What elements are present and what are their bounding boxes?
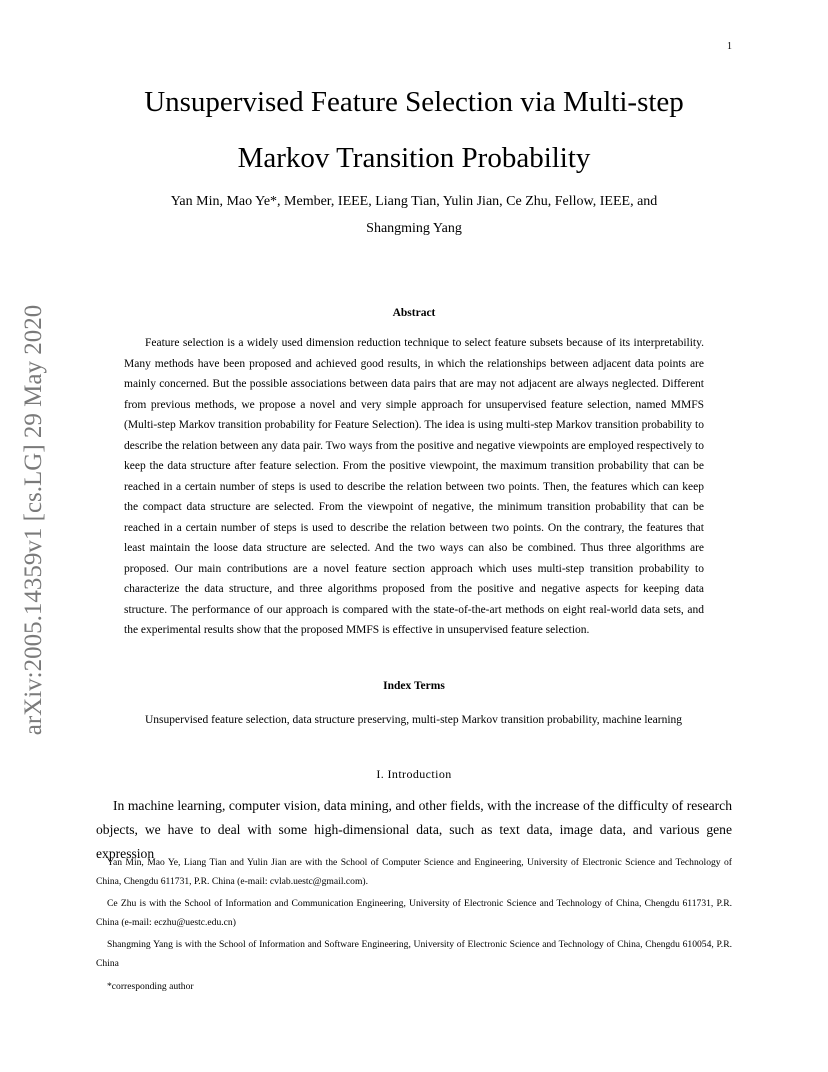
index-terms-text: Unsupervised feature selection, data structure preserving, multi-step Markov transition probability, machine learning: [145, 714, 683, 726]
section-heading-introduction: I. Introduction: [376, 767, 452, 781]
abstract-text: Feature selection is a widely used dimension reduction technique to select feature subsets because of its interpretability. Many methods have been proposed and achieved good results, in which the relationships between adjacent data points are mainly concerned. But the possible associations between data pairs that are may not adjacent are always neglected. Different from previous methods, we propose a novel and very simple approach for unsupervised feature selection, named MMFS (Multi-step Markov transition probability for Feature Selection). The idea is using multi-step Markov transition probability to describe the relation between any data pair. Two ways from the positive and negative viewpoints are employed respectively to keep the data structure after feature selection. From the positive viewpoint, the maximum transition probability that can be reached in a certain number of steps is used to describe the relation between two points. Then, the features which can keep the compact data structure are selected. From the viewpoint of negative, the minimum transition probability that can be reached in a certain number of steps is used to describe the relation between two points. On the contrary, the features that least maintain the loose data structure are selected. And the two ways can also be combined. Thus three algorithms are proposed. Our main contributions are a novel feature section approach which uses multi-step transition probability to characterize the data structure, and three algorithms proposed from the positive and negative aspects for keeping data structure. The performance of our approach is compared with the state-of-the-art methods on eight real-world data sets, and the experimental results show that the proposed MMFS is effective in unsupervised feature selection.: [124, 337, 704, 636]
abstract-heading: Abstract: [392, 307, 436, 319]
introduction-paragraph: In machine learning, computer vision, data mining, and other fields, with the increase of the difficulty of research objects, we have to deal with some high-dimensional data, such as text data, image data, and various gene expression: [96, 798, 732, 861]
arxiv-identifier-stamp: arXiv:2005.14359v1 [cs.LG] 29 May 2020: [20, 304, 47, 736]
title-line-1: Unsupervised Feature Selection via Multi-step: [144, 86, 684, 118]
footnote-affiliation-3: Shangming Yang is with the School of Information and Software Engineering, University of Electronic Science and Technology of China, Chengdu 610054, P.R. China: [96, 939, 732, 969]
paper-title: [0, 74, 828, 186]
footnote-corresponding-author: *corresponding author: [107, 980, 194, 992]
author-list: [90, 188, 738, 242]
title-line-2: Markov Transition Probability: [237, 142, 591, 174]
index-terms-heading: Index Terms: [383, 680, 445, 692]
footnote-affiliation-2: Ce Zhu is with the School of Information and Communication Engineering, University of Electronic Science and Technology of China, Chengdu 611731, P.R. China (e-mail: eczhu@uestc.edu.cn): [96, 898, 732, 928]
footnotes: [96, 854, 732, 1000]
authors-line-1: Yan Min, Mao Ye*, Member, IEEE, Liang Tian, Yulin Jian, Ce Zhu, Fellow, IEEE, and: [170, 194, 658, 209]
footnote-affiliation-1: Yan Min, Mao Ye, Liang Tian and Yulin Jian are with the School of Computer Science and Engineering, University of Electronic Science and Technology of China, Chengdu 611731, P.R. China (e-mail: cvlab.uestc@gmail.com).: [96, 857, 732, 887]
authors-line-2: Shangming Yang: [366, 221, 462, 236]
page-number: 1: [727, 41, 732, 52]
